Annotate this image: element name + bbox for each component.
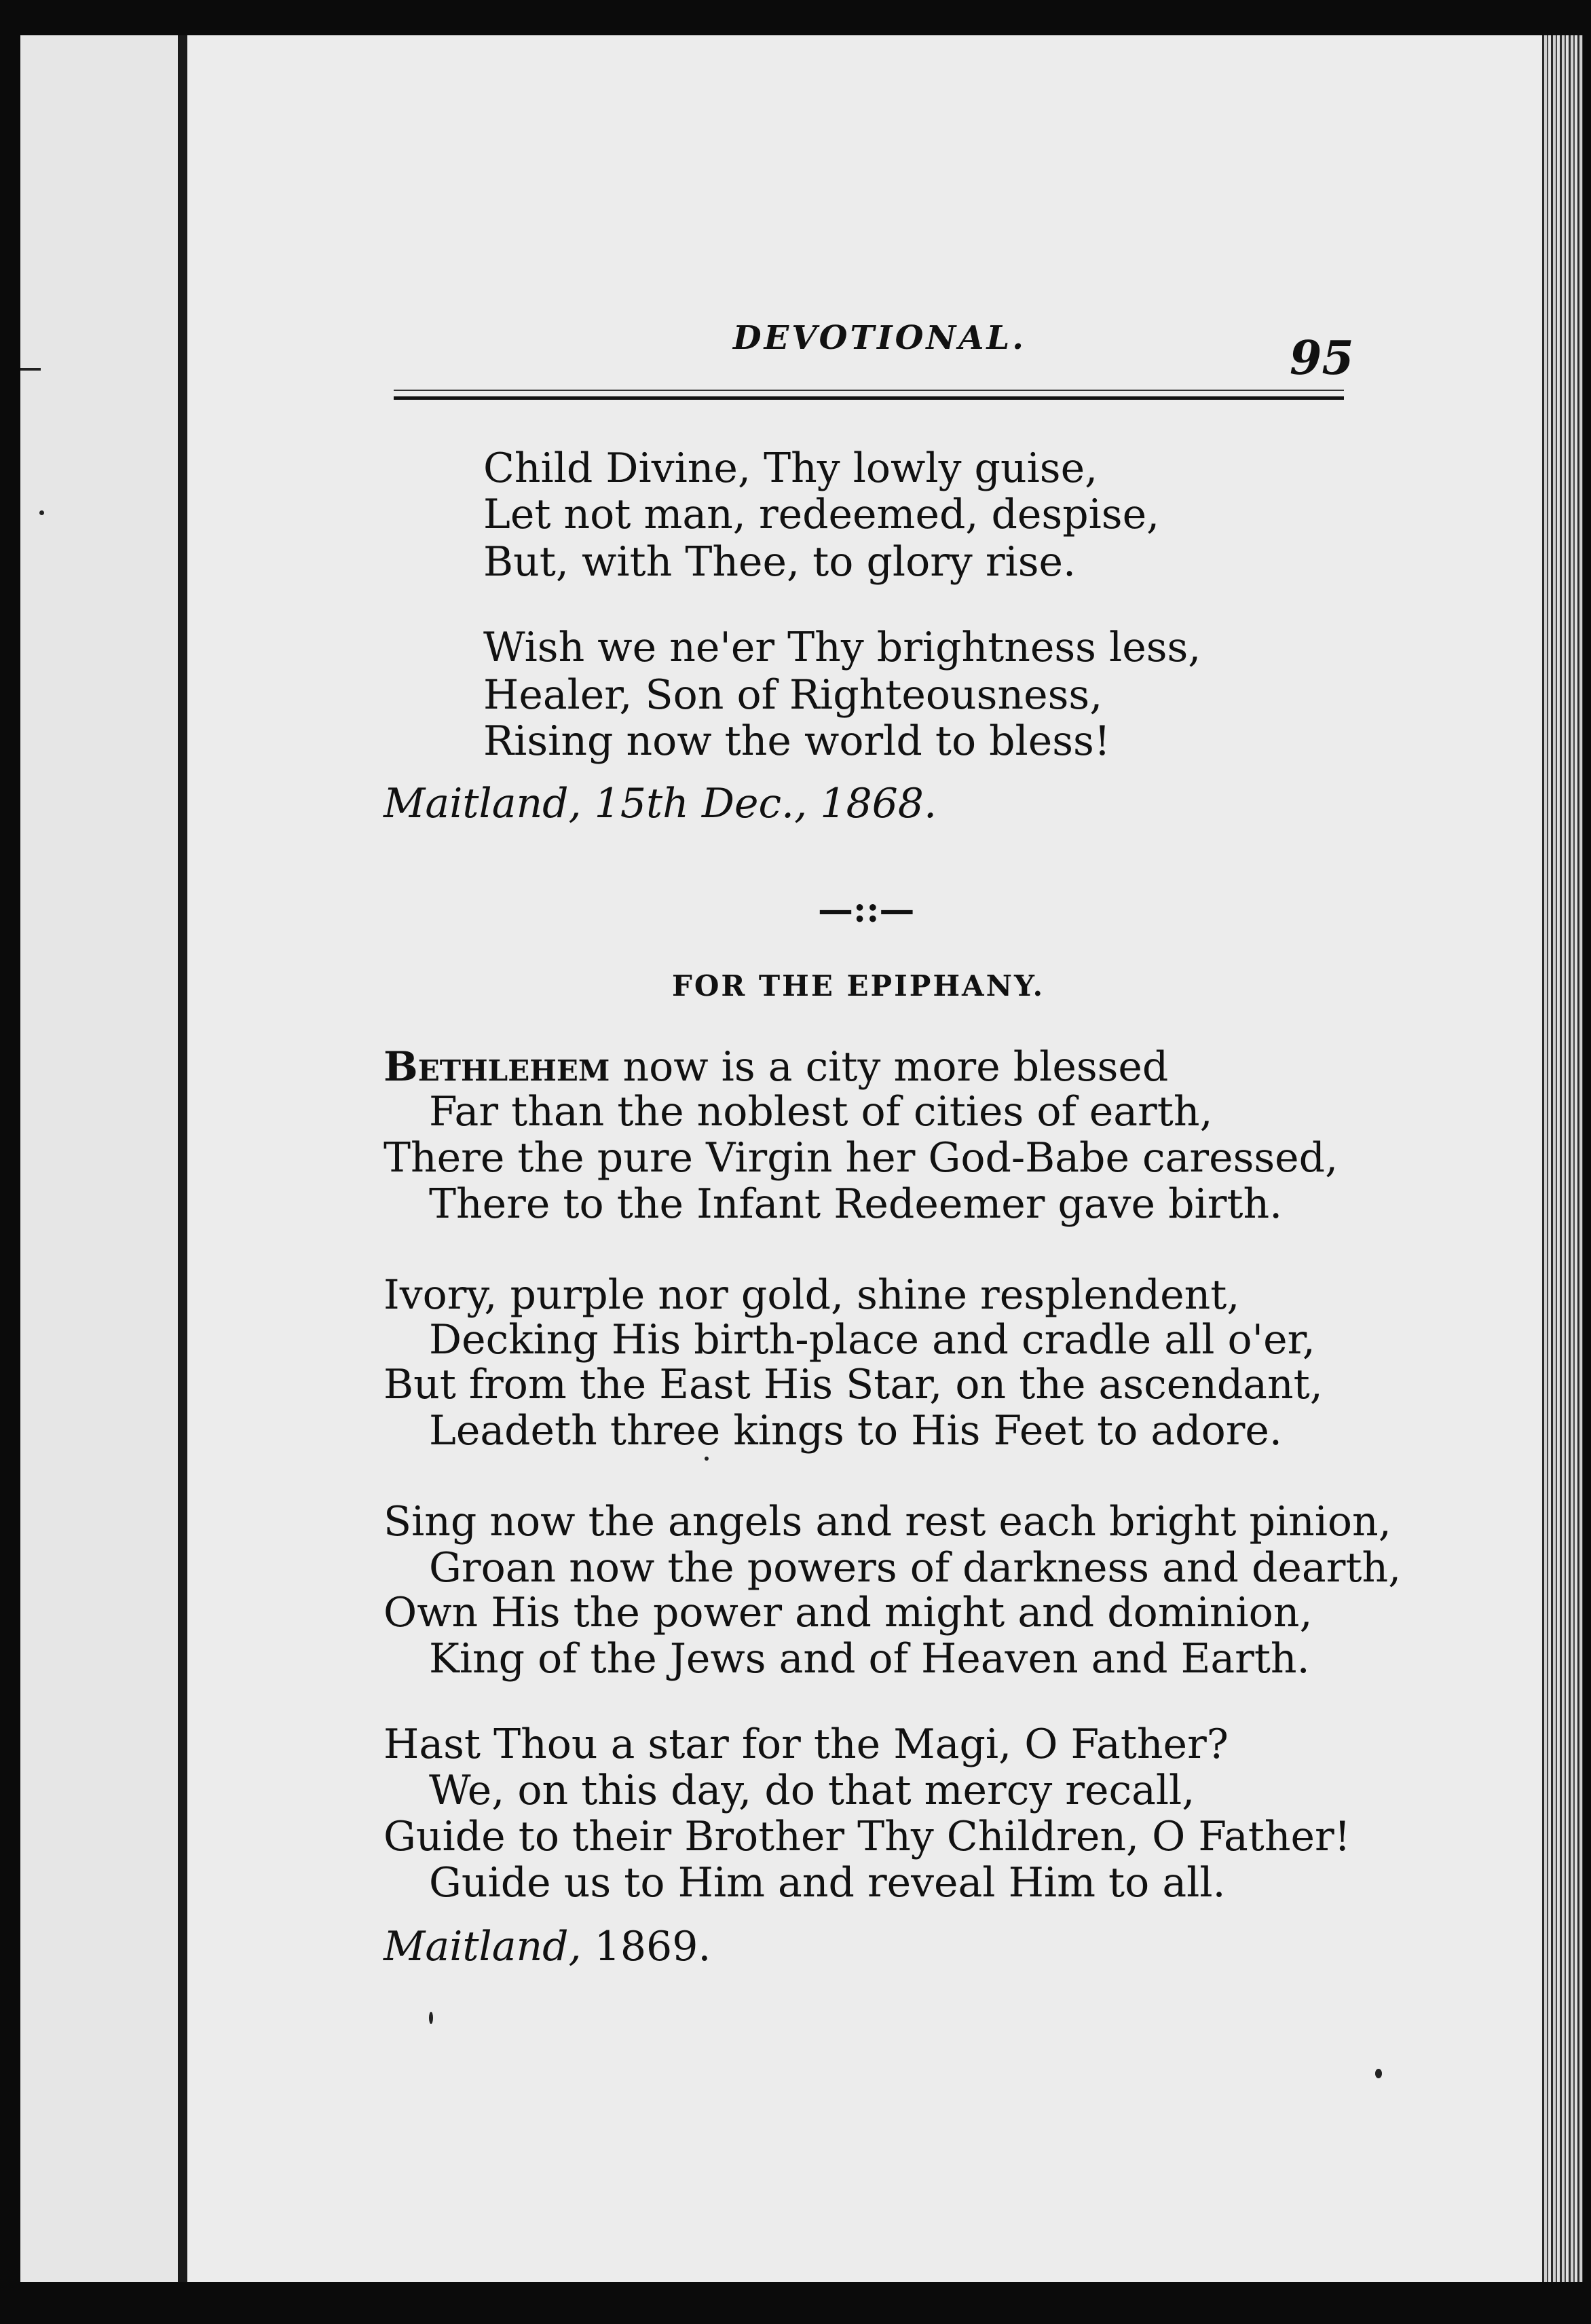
signature-year: 1869. (581, 1923, 711, 1970)
scan-speck (705, 1457, 709, 1461)
poem-signature (383, 1923, 711, 1970)
poem-line: There the pure Virgin her God-Babe caressed, (383, 1134, 1339, 1182)
poem-line: Own His the power and might and dominion, (383, 1589, 1313, 1636)
section-divider: —::— (818, 889, 915, 931)
scan-speck (429, 2012, 433, 2024)
poem-line: We, on this day, do that mercy recall, (429, 1767, 1195, 1814)
signature-place: Maitland, (383, 1923, 582, 1970)
poem-line: But from the East His Star, on the ascendant, (383, 1361, 1323, 1408)
book-gutter (178, 35, 187, 2282)
poem-line: Wish we ne'er Thy brightness less, (483, 624, 1201, 671)
poem-line: Child Divine, Thy lowly guise, (483, 445, 1098, 492)
poem-line: Rising now the world to bless! (483, 717, 1110, 765)
poem-line: Hast Thou a star for the Magi, O Father? (383, 1721, 1229, 1768)
poem-line: Decking His birth-place and cradle all o'er, (429, 1316, 1315, 1364)
header-rule (394, 396, 1344, 400)
previous-page-edge (20, 35, 178, 2282)
poem-line: But, with Thee, to glory rise. (483, 538, 1077, 586)
poem-line: Ivory, purple nor gold, shine resplendent, (383, 1271, 1240, 1319)
poem-line: King of the Jews and of Heaven and Earth. (429, 1635, 1310, 1683)
poem-line: Sing now the angels and rest each bright pinion, (383, 1498, 1391, 1545)
poem-title: FOR THE EPIPHANY. (672, 969, 1045, 1002)
running-head: DEVOTIONAL. (733, 319, 1026, 357)
poem-line: Guide to their Brother Thy Children, O Father! (383, 1813, 1351, 1860)
poem-line: Leadeth three kings to His Feet to adore. (429, 1407, 1282, 1455)
poem-line: There to the Infant Redeemer gave birth. (429, 1180, 1283, 1228)
header-rule-thin (394, 390, 1344, 391)
poem-line (383, 1043, 1169, 1091)
poem-line: Healer, Son of Righteousness, (483, 671, 1103, 719)
poem-signature: Maitland, 15th Dec., 1868. (383, 780, 937, 827)
scan-speck (1375, 2069, 1382, 2078)
page-edges (1542, 35, 1583, 2282)
poem-line: Groan now the powers of darkness and dearth, (429, 1544, 1402, 1592)
page-number: 95 (1290, 331, 1354, 386)
poem-line: Let not man, redeemed, despise, (483, 491, 1160, 538)
poem-line-rest: now is a city more blessed (610, 1043, 1169, 1091)
poem-line: Guide us to Him and reveal Him to all. (429, 1859, 1226, 1907)
poem-line: Far than the noblest of cities of earth, (429, 1088, 1213, 1136)
drop-word: Bethlehem (383, 1043, 610, 1091)
